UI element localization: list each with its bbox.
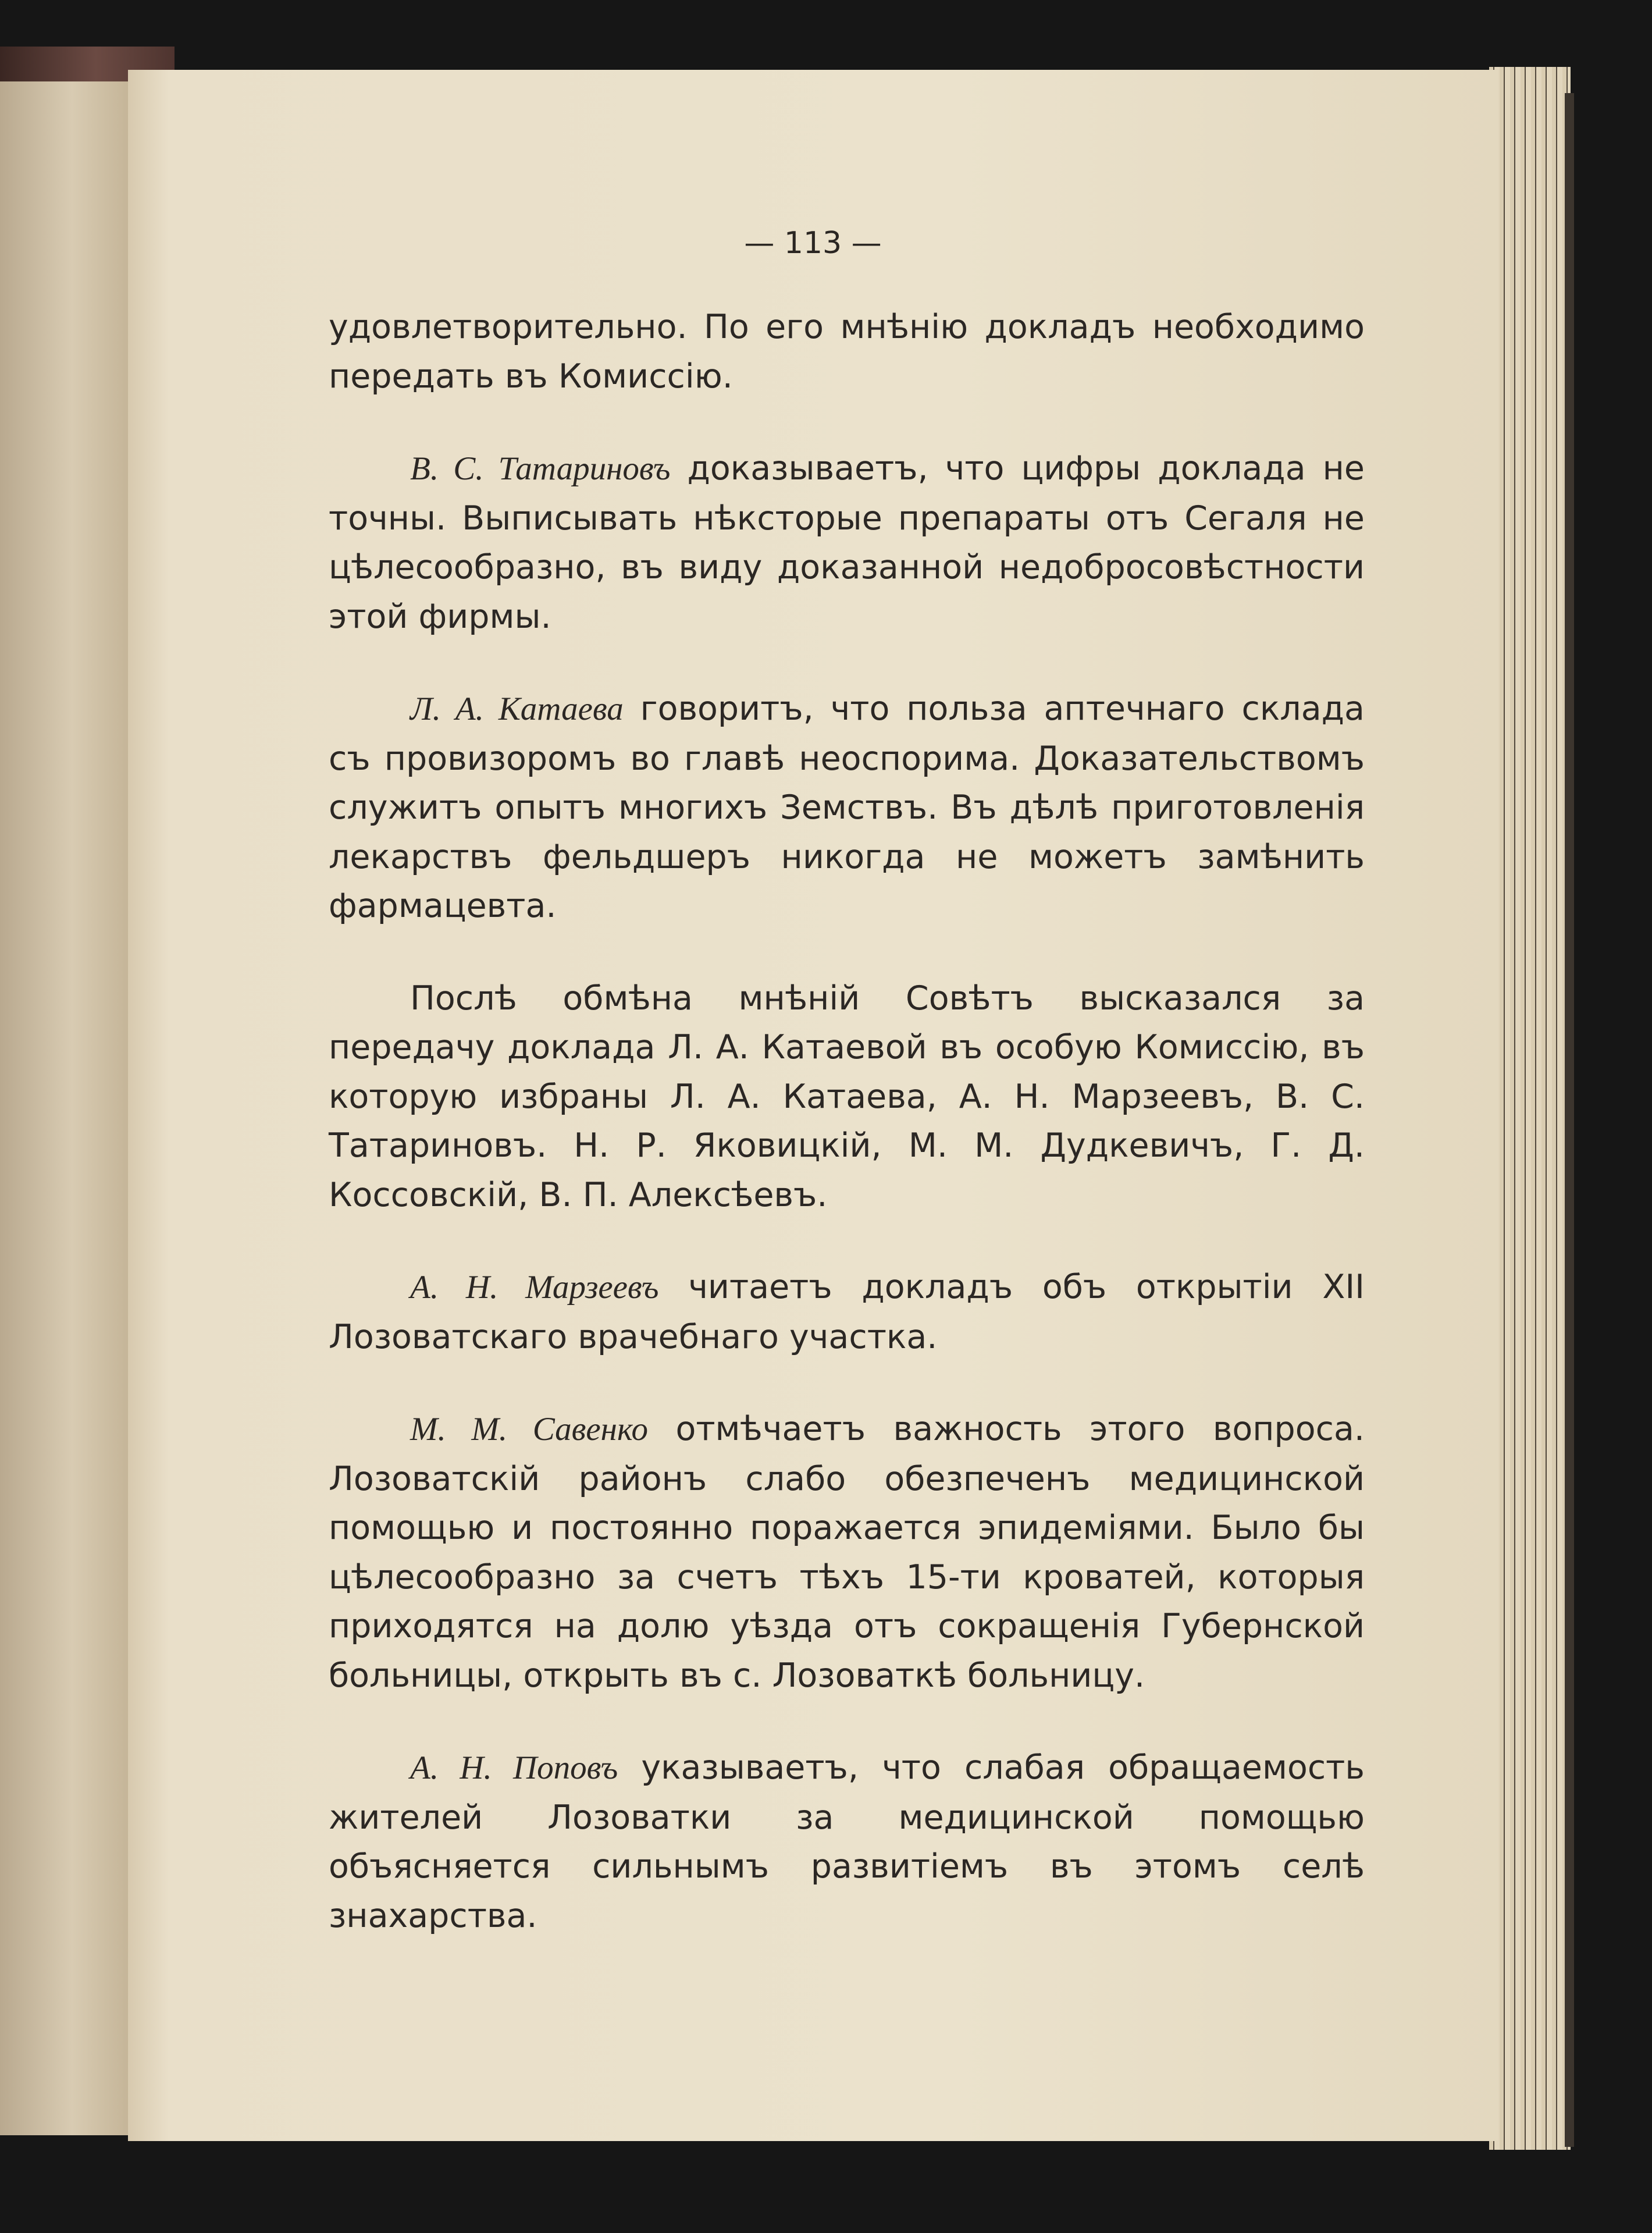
paragraph-popov <box>329 1743 1365 1940</box>
speaker-name: В. С. Татариновъ <box>410 450 671 487</box>
paragraph-text: отмѣчаетъ важность этого вопроса. Лозоватскій районъ слабо обезпеченъ медицинской помощью и постоянно поражается эпидеміями. Было бы цѣлесообразно за счетъ тѣхъ 15-ти кроватей, которыя приходятся на долю уѣзда отъ сокращенія Губернской больницы, открыть въ с. Лозоваткѣ больницу. <box>329 1410 1365 1695</box>
speaker-name: Л. А. Катаева <box>410 691 624 727</box>
speaker-name: М. М. Савенко <box>410 1411 648 1448</box>
speaker-name: А. Н. Поповъ <box>410 1750 618 1786</box>
paragraph-marzeev <box>329 1263 1365 1361</box>
paragraph-council-decision <box>329 974 1365 1220</box>
paragraph-kataeva <box>329 684 1365 931</box>
paragraph-text: Послѣ обмѣна мнѣній Совѣтъ высказался за передачу доклада Л. А. Катаевой въ особую Комиссію, въ которую избраны Л. А. Катаева, А. Н. Марзеевъ, В. С. Татариновъ. Н. Р. Яковицкій, М. М. Дудкевичъ, Г. Д. Коссовскій, В. П. Алексѣевъ. <box>329 979 1365 1214</box>
paragraph-savenko <box>329 1404 1365 1700</box>
book-page <box>128 70 1498 2141</box>
paragraph-tatarinov <box>329 444 1365 641</box>
paragraph-text: читаетъ докладъ объ открытіи XII Лозоватскаго врачебнаго участка. <box>329 1268 1365 1356</box>
paragraph-text: доказываетъ, что цифры доклада не точны. Выписывать нѣксторые препараты отъ Сегаля не цѣлесообразно, въ виду доказанной недобросовѣстности этой фирмы. <box>329 449 1365 636</box>
stacked-page-edges <box>1489 67 1571 2150</box>
paragraph-text: указываетъ, что слабая обращаемость жителей Лозоватки за медицинской помощью объясняется сильнымъ развитіемъ въ этомъ селѣ знахарства. <box>329 1748 1365 1935</box>
speaker-name: А. Н. Марзеевъ <box>410 1269 659 1306</box>
paragraph-text: удовлетворительно. По его мнѣнію докладъ необходимо передать въ Комиссію. <box>329 308 1365 396</box>
left-page-edge <box>0 81 131 2135</box>
book-cover-edge <box>1565 93 1574 2147</box>
paragraph-text: говоритъ, что польза аптечнаго склада съ провизоромъ во главѣ неоспорима. Доказательствомъ служитъ опытъ многихъ Земствъ. Въ дѣлѣ приготовленія лекарствъ фельдшеръ никогда не можетъ замѣнить фармацевта. <box>329 689 1365 925</box>
paragraph-continuation <box>329 303 1365 401</box>
page-text <box>329 303 1365 1983</box>
page-number: — 113 — <box>744 226 882 261</box>
